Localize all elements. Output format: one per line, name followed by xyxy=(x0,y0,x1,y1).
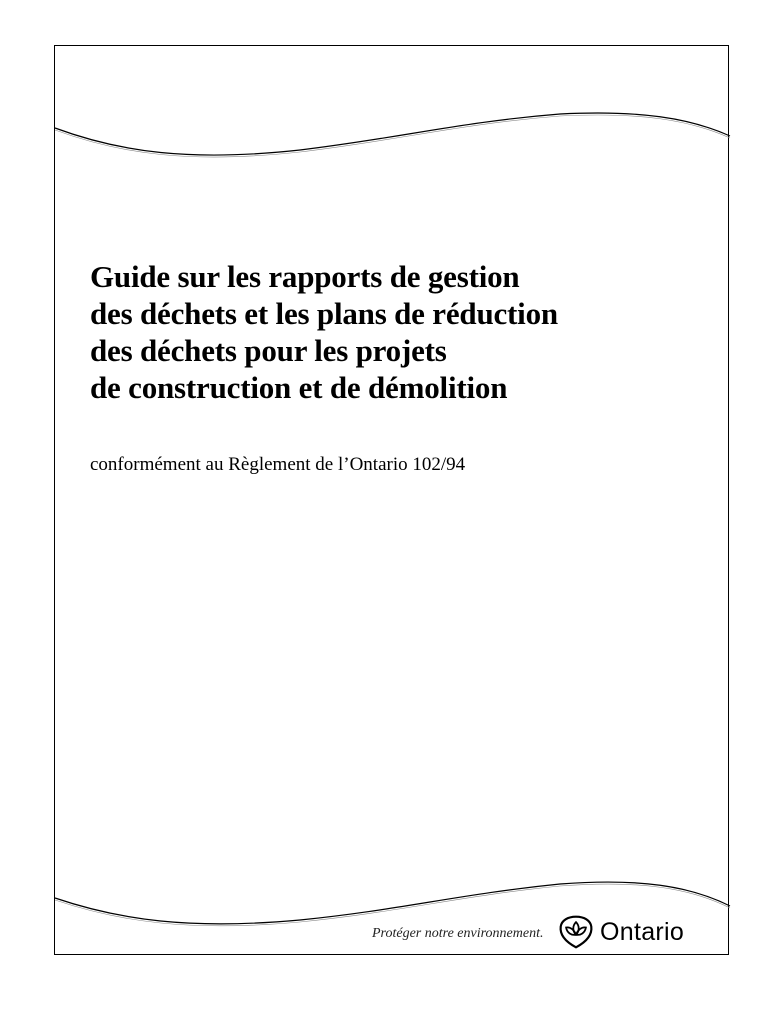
document-subtitle: conformément au Règlement de l’Ontario 102/94 xyxy=(90,454,466,475)
title-line: des déchets pour les projets xyxy=(90,333,447,368)
trillium-icon xyxy=(558,914,594,950)
title-line: de construction et de démolition xyxy=(90,370,508,405)
document-title xyxy=(90,258,558,406)
slogan: Protéger notre environnement. xyxy=(372,926,544,941)
ontario-wordmark: Ontario xyxy=(600,917,685,946)
title-line: Guide sur les rapports de gestion xyxy=(90,259,520,294)
top-wave-decoration xyxy=(0,100,770,160)
title-line: des déchets et les plans de réduction xyxy=(90,296,558,331)
ontario-logo xyxy=(558,912,684,952)
page-border xyxy=(54,45,729,955)
